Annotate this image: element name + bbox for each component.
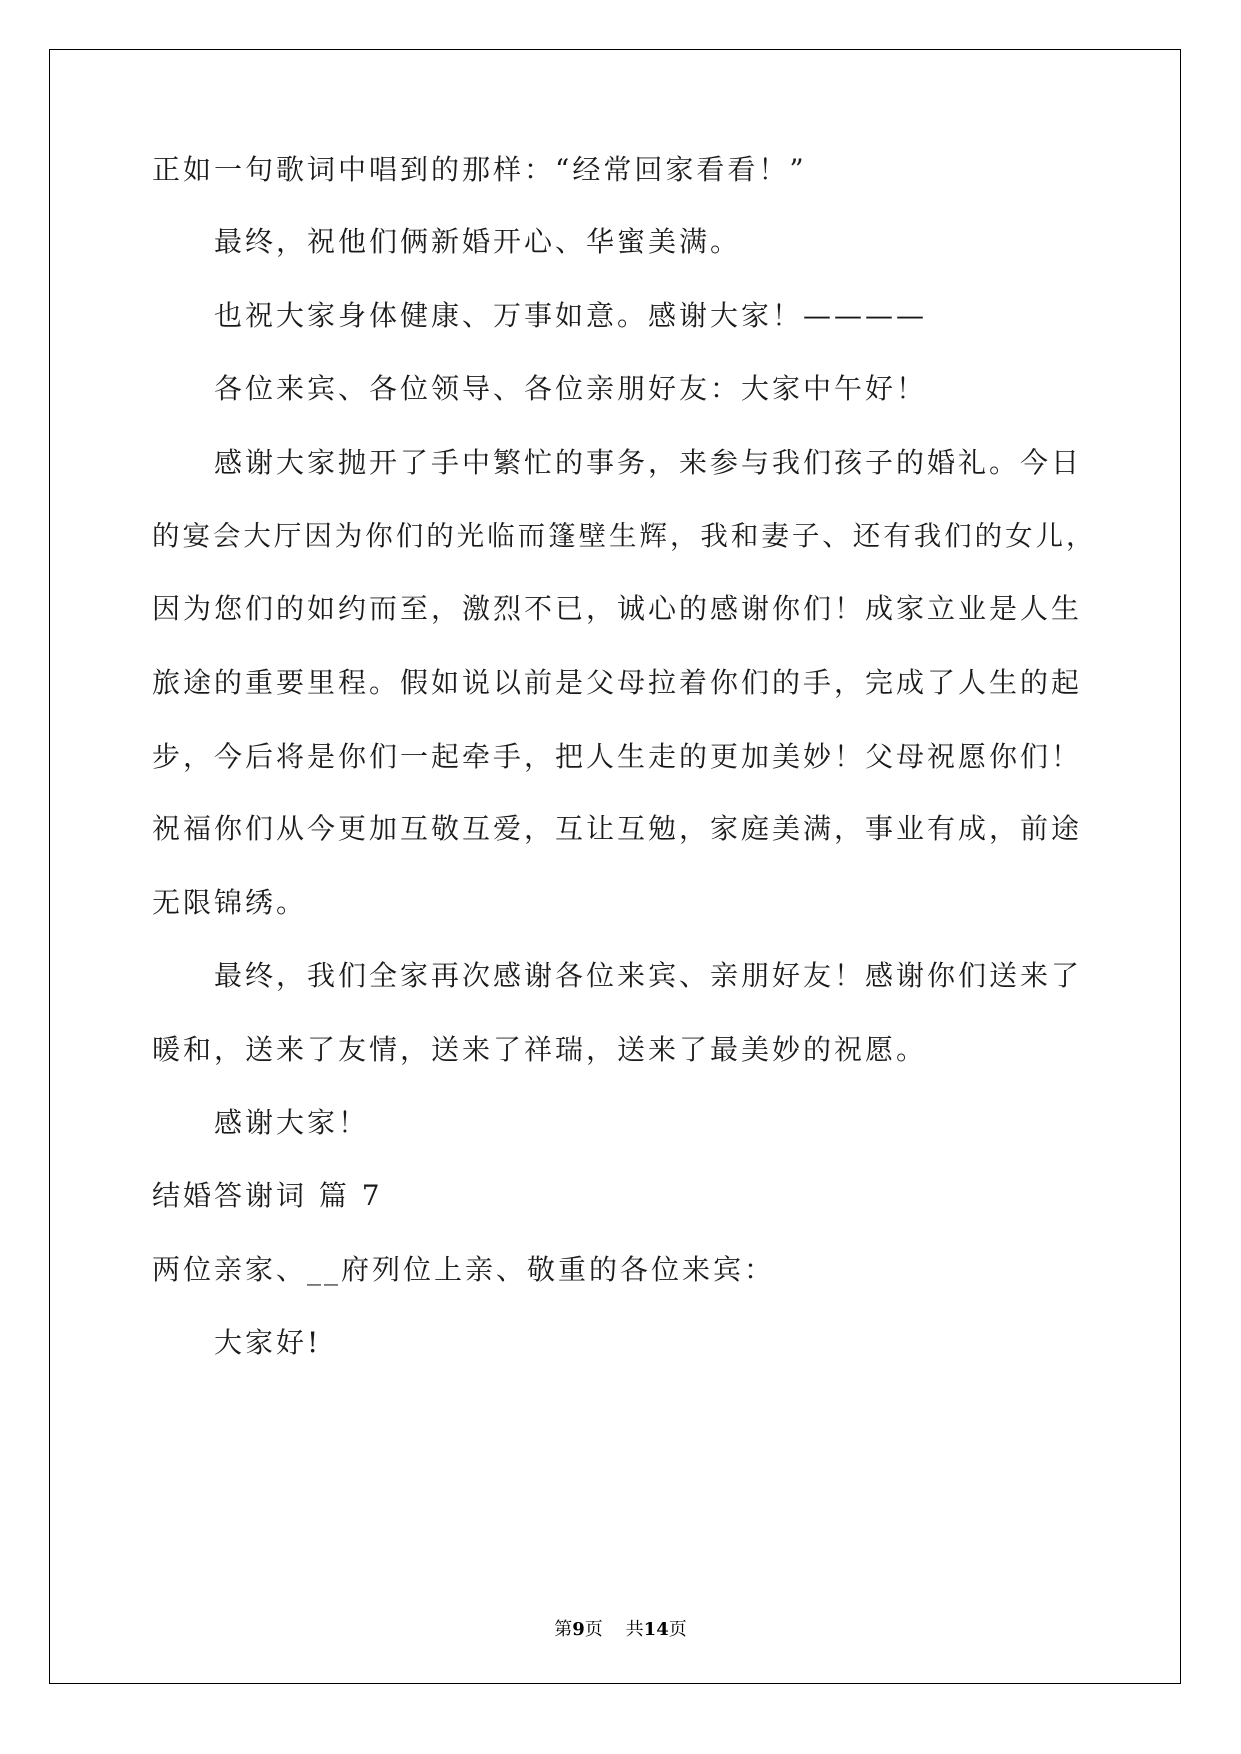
paragraph-line: 祝福你们从今更加互敬互爱，互让互勉，家庭美满，事业有成，前途 (152, 812, 1083, 845)
section-heading: 结婚答谢词 篇 7 (152, 1179, 383, 1212)
footer-suffix: 页 (668, 1619, 687, 1640)
paragraph-line: 各位来宾、各位领导、各位亲朋好友：大家中午好！ (214, 372, 928, 405)
paragraph-line: 无限锦绣。 (152, 886, 308, 919)
paragraph-line: 旅途的重要里程。假如说以前是父母拉着你们的手，完成了人生的起 (152, 666, 1083, 699)
page-footer (0, 1615, 1241, 1641)
paragraph-line: 最终，我们全家再次感谢各位来宾、亲朋好友！感谢你们送来了 (214, 959, 1083, 992)
paragraph-line: 也祝大家身体健康、万事如意。感谢大家！———— (214, 299, 928, 332)
current-page-number: 9 (572, 1619, 585, 1640)
paragraph-line: 步，今后将是你们一起牵手，把人生走的更加美妙！父母祝愿你们！ (152, 740, 1083, 773)
greeting-line: 大家好! (214, 1326, 322, 1359)
footer-prefix: 第 (554, 1619, 573, 1640)
total-pages-number: 14 (643, 1619, 669, 1640)
page-border (49, 49, 1181, 1684)
paragraph-line: 暖和，送来了友情，送来了祥瑞，送来了最美妙的祝愿。 (152, 1033, 928, 1066)
paragraph-line: 正如一句歌词中唱到的那样：“经常回家看看！” (152, 153, 807, 186)
paragraph-line: 最终，祝他们俩新婚开心、华蜜美满。 (214, 225, 742, 258)
paragraph-line: 的宴会大厅因为你们的光临而篷壁生辉，我和妻子、还有我们的女儿， (152, 520, 1097, 552)
salutation-line: 两位亲家、__府列位上亲、敬重的各位来宾： (152, 1253, 776, 1286)
paragraph-line: 感谢大家！ (214, 1106, 370, 1139)
paragraph-line: 因为您们的如约而至，激烈不已，诚心的感谢你们！成家立业是人生 (152, 592, 1083, 625)
paragraph-line: 感谢大家抛开了手中繁忙的事务，来参与我们孩子的婚礼。今日 (214, 446, 1083, 479)
footer-mid: 页 共 (584, 1619, 644, 1640)
